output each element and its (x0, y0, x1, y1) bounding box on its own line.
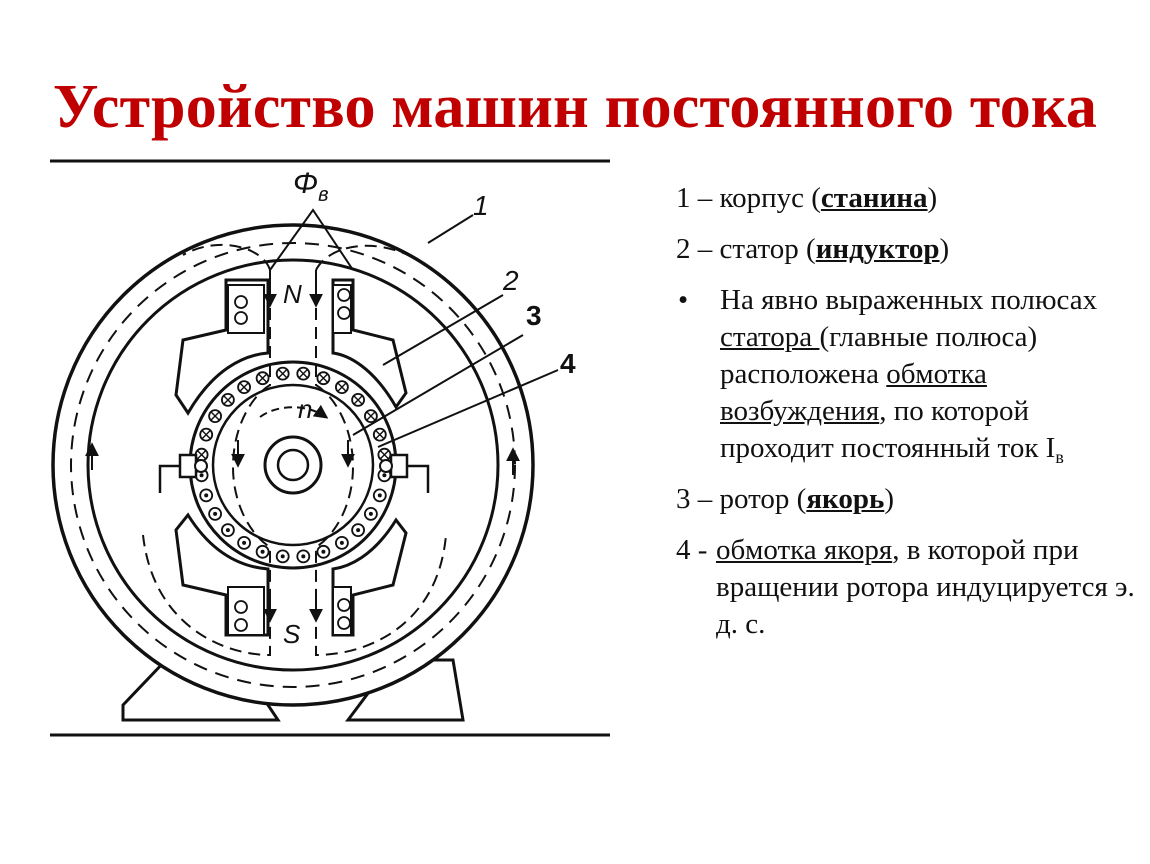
callout-4: 4 (560, 348, 576, 379)
legend-item-frame: 1 – корпус (станина) (676, 182, 938, 214)
conductor-dot-mark (204, 493, 208, 497)
conductor-dot-mark (369, 512, 373, 516)
conductor-dot-mark (378, 493, 382, 497)
conductor-dot-mark (261, 550, 265, 554)
rotation-label: n (298, 394, 313, 424)
legend-item-armature-winding: 4 - обмотка якоря, в которой при вращении ротора индуцируется э. д. с. (676, 534, 1135, 640)
conductor-dot-mark (226, 528, 230, 532)
coil-slot-ul (228, 285, 264, 333)
link-field-winding[interactable]: обмотка возбуждения (720, 358, 987, 427)
conductor-dot-mark (356, 528, 360, 532)
pole-n-label: N (283, 279, 302, 309)
link-stator[interactable]: статора (720, 321, 820, 353)
conductor-dot-mark (281, 554, 285, 558)
brush-right (391, 455, 407, 477)
link-armature-winding[interactable]: обмотка якоря (716, 534, 893, 566)
conductor-dot-mark (200, 473, 204, 477)
brush-left (180, 455, 196, 477)
conductor-dot-mark (242, 541, 246, 545)
flux-label: $\Phi_в$ (293, 167, 329, 206)
legend-panel (676, 180, 1136, 657)
shaft-outer (265, 437, 321, 493)
callout-3: 3 (526, 300, 542, 331)
bullet-marker: • (678, 284, 689, 316)
term-stanina: станина (820, 182, 928, 214)
dc-machine-diagram (48, 155, 613, 740)
dc-machine-svg (48, 155, 613, 740)
conductor-dot-mark (340, 541, 344, 545)
term-yakor: якорь (806, 483, 885, 515)
callout-2: 2 (503, 265, 519, 296)
pole-s-label: S (283, 619, 301, 649)
page-title: Устройство машин постоянного тока (52, 73, 1098, 141)
callout-line-1 (428, 215, 473, 243)
callout-1: 1 (473, 190, 489, 221)
legend-item-rotor: 3 – ротор (якорь) (676, 483, 894, 515)
conductor-dot-mark (301, 554, 305, 558)
conductor-dot-mark (382, 473, 386, 477)
term-induktor: индуктор (815, 233, 940, 265)
legend-bullet-field-winding: • На явно выраженных полюсах статора (главные полюса) расположена обмотка возбуждения, по которой проходит постоянный ток $I_в$ (678, 284, 1098, 467)
brush-contact-left (195, 460, 207, 472)
brush-contact-right (380, 460, 392, 472)
legend-item-stator: 2 – статор (индуктор) (676, 233, 950, 265)
conductor-dot-mark (213, 512, 217, 516)
conductor-dot-mark (321, 550, 325, 554)
